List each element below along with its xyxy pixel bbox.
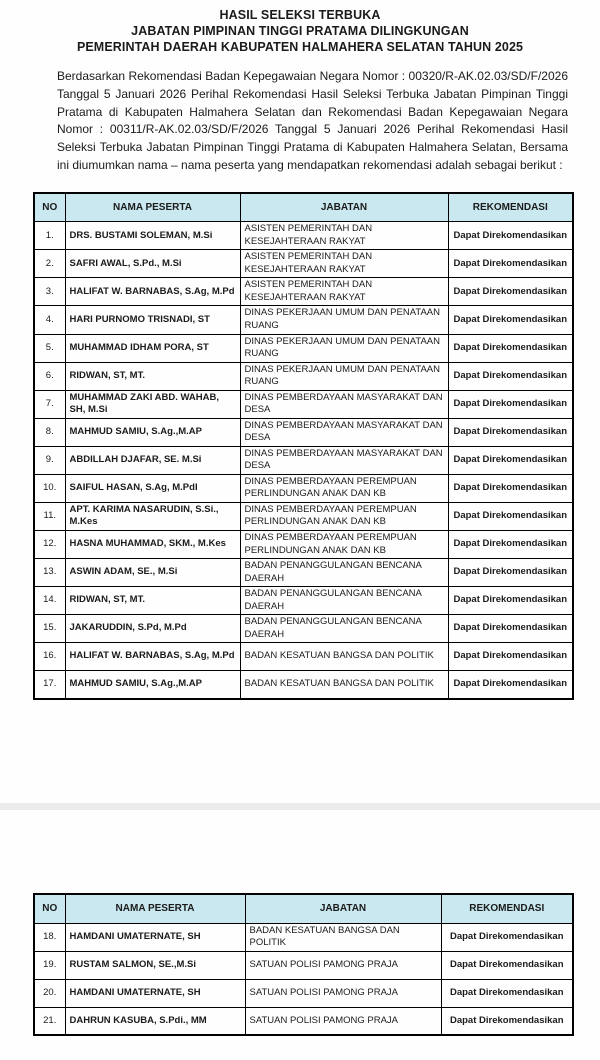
table-row bbox=[34, 979, 573, 1007]
table-row bbox=[34, 278, 573, 306]
cell-recommendation: Dapat Direkomendasikan bbox=[448, 530, 573, 558]
cell-recommendation: Dapat Direkomendasikan bbox=[448, 446, 573, 474]
cell-position: DINAS PEMBERDAYAAN MASYARAKAT DAN DESA bbox=[240, 418, 448, 446]
cell-no: 18. bbox=[34, 923, 65, 951]
cell-participant-name: DAHRUN KASUBA, S.Pdi., MM bbox=[65, 1007, 245, 1035]
cell-participant-name: SAFRI AWAL, S.Pd., M.Si bbox=[65, 250, 240, 278]
table-row bbox=[34, 502, 573, 530]
cell-recommendation: Dapat Direkomendasikan bbox=[448, 615, 573, 643]
cell-recommendation: Dapat Direkomendasikan bbox=[448, 334, 573, 362]
cell-participant-name: SAIFUL HASAN, S.Ag, M.PdI bbox=[65, 474, 240, 502]
cell-no: 15. bbox=[34, 615, 65, 643]
cell-no: 16. bbox=[34, 643, 65, 671]
cell-participant-name: MUHAMMAD ZAKI ABD. WAHAB, SH, M.Si bbox=[65, 390, 240, 418]
cell-participant-name: MAHMUD SAMIU, S.Ag.,M.AP bbox=[65, 671, 240, 699]
table-row bbox=[34, 306, 573, 334]
cell-position: DINAS PEKERJAAN UMUM DAN PENATAAN RUANG bbox=[240, 362, 448, 390]
table-row bbox=[34, 362, 573, 390]
table-row bbox=[34, 923, 573, 951]
cell-participant-name: HALIFAT W. BARNABAS, S.Ag, M.Pd bbox=[65, 643, 240, 671]
cell-participant-name: HALIFAT W. BARNABAS, S.Ag, M.Pd bbox=[65, 278, 240, 306]
cell-position: BADAN KESATUAN BANGSA DAN POLITIK bbox=[240, 643, 448, 671]
cell-participant-name: DRS. BUSTAMI SOLEMAN, M.Si bbox=[65, 222, 240, 250]
column-header-recommendation: REKOMENDASI bbox=[448, 193, 573, 222]
cell-position: SATUAN POLISI PAMONG PRAJA bbox=[245, 951, 441, 979]
document-title bbox=[0, 0, 600, 55]
document-title-line-2: JABATAN PIMPINAN TINGGI PRATAMA DILINGKUNGAN bbox=[131, 24, 469, 38]
column-header-position: JABATAN bbox=[240, 193, 448, 222]
column-header-no: NO bbox=[34, 894, 65, 923]
table-row bbox=[34, 671, 573, 699]
cell-participant-name: ASWIN ADAM, SE., M.Si bbox=[65, 559, 240, 587]
column-header-position: JABATAN bbox=[245, 894, 441, 923]
document-title-line-3: PEMERINTAH DAERAH KABUPATEN HALMAHERA SELATAN TAHUN 2025 bbox=[76, 40, 524, 54]
cell-participant-name: RIDWAN, ST, MT. bbox=[65, 587, 240, 615]
cell-participant-name: ABDILLAH DJAFAR, SE. M.Si bbox=[65, 446, 240, 474]
cell-recommendation: Dapat Direkomendasikan bbox=[448, 587, 573, 615]
cell-no: 5. bbox=[34, 334, 65, 362]
column-header-participant: NAMA PESERTA bbox=[65, 193, 240, 222]
column-header-no: NO bbox=[34, 193, 65, 222]
cell-position: ASISTEN PEMERINTAH DAN KESEJAHTERAAN RAKYAT bbox=[240, 250, 448, 278]
table-row bbox=[34, 559, 573, 587]
table-row bbox=[34, 418, 573, 446]
cell-participant-name: RIDWAN, ST, MT. bbox=[65, 362, 240, 390]
cell-position: BADAN KESATUAN BANGSA DAN POLITIK bbox=[240, 671, 448, 699]
cell-position: DINAS PEKERJAAN UMUM DAN PENATAAN RUANG bbox=[240, 334, 448, 362]
cell-no: 8. bbox=[34, 418, 65, 446]
cell-no: 10. bbox=[34, 474, 65, 502]
cell-recommendation: Dapat Direkomendasikan bbox=[448, 559, 573, 587]
cell-no: 14. bbox=[34, 587, 65, 615]
cell-position: SATUAN POLISI PAMONG PRAJA bbox=[245, 1007, 441, 1035]
table-row bbox=[34, 250, 573, 278]
table-header-row bbox=[34, 894, 573, 923]
table-row bbox=[34, 446, 573, 474]
cell-no: 11. bbox=[34, 502, 65, 530]
table-row bbox=[34, 1007, 573, 1035]
cell-recommendation: Dapat Direkomendasikan bbox=[448, 222, 573, 250]
cell-recommendation: Dapat Direkomendasikan bbox=[448, 278, 573, 306]
cell-no: 4. bbox=[34, 306, 65, 334]
intro-paragraph: Berdasarkan Rekomendasi Badan Kepegawaian Negara Nomor : 00320/R-AK.02.03/SD/F/2026 Tanggal 5 Januari 2026 Perihal Rekomendasi Hasil Seleksi Terbuka Jabatan Pimpinan Tinggi Pratama di Kabupaten Halmahera Selatan dan Rekomendasi Badan Kepegawaian Negara Nomor : 00311/R-AK.02.03/SD/F/2026 Tanggal 5 Januari 2026 Perihal Rekomendasi Hasil Seleksi Terbuka Jabatan Pimpinan Tinggi Pratama di Kabupaten Halmahera Selatan, Bersama ini diumumkan nama – nama peserta yang mendapatkan rekomendasi adalah sebagai berikut : bbox=[57, 69, 568, 172]
cell-recommendation: Dapat Direkomendasikan bbox=[448, 250, 573, 278]
cell-position: DINAS PEMBERDAYAAN MASYARAKAT DAN DESA bbox=[240, 446, 448, 474]
page-break-separator bbox=[0, 803, 600, 810]
results-table-page-1 bbox=[33, 192, 574, 700]
cell-no: 13. bbox=[34, 559, 65, 587]
cell-position: BADAN PENANGGULANGAN BENCANA DAERAH bbox=[240, 587, 448, 615]
cell-no: 7. bbox=[34, 390, 65, 418]
column-header-recommendation: REKOMENDASI bbox=[441, 894, 573, 923]
cell-position: DINAS PEMBERDAYAAN PEREMPUAN PERLINDUNGAN ANAK DAN KB bbox=[240, 530, 448, 558]
document-page-2 bbox=[0, 810, 600, 1060]
results-table-page-2 bbox=[33, 893, 574, 1036]
cell-no: 9. bbox=[34, 446, 65, 474]
table-row bbox=[34, 643, 573, 671]
cell-recommendation: Dapat Direkomendasikan bbox=[448, 306, 573, 334]
cell-recommendation: Dapat Direkomendasikan bbox=[448, 671, 573, 699]
column-header-participant: NAMA PESERTA bbox=[65, 894, 245, 923]
cell-position: BADAN KESATUAN BANGSA DAN POLITIK bbox=[245, 923, 441, 951]
cell-participant-name: JAKARUDDIN, S.Pd, M.Pd bbox=[65, 615, 240, 643]
cell-participant-name: MUHAMMAD IDHAM PORA, ST bbox=[65, 334, 240, 362]
cell-position: ASISTEN PEMERINTAH DAN KESEJAHTERAAN RAKYAT bbox=[240, 222, 448, 250]
cell-no: 12. bbox=[34, 530, 65, 558]
cell-recommendation: Dapat Direkomendasikan bbox=[448, 643, 573, 671]
cell-participant-name: APT. KARIMA NASARUDIN, S.Si., M.Kes bbox=[65, 502, 240, 530]
cell-participant-name: HAMDANI UMATERNATE, SH bbox=[65, 923, 245, 951]
table-row bbox=[34, 222, 573, 250]
cell-position: DINAS PEMBERDAYAAN MASYARAKAT DAN DESA bbox=[240, 390, 448, 418]
cell-recommendation: Dapat Direkomendasikan bbox=[441, 979, 573, 1007]
cell-position: SATUAN POLISI PAMONG PRAJA bbox=[245, 979, 441, 1007]
cell-participant-name: HASNA MUHAMMAD, SKM., M.Kes bbox=[65, 530, 240, 558]
table-row bbox=[34, 474, 573, 502]
cell-position: DINAS PEMBERDAYAAN PEREMPUAN PERLINDUNGAN ANAK DAN KB bbox=[240, 474, 448, 502]
cell-participant-name: RUSTAM SALMON, SE.,M.Si bbox=[65, 951, 245, 979]
cell-recommendation: Dapat Direkomendasikan bbox=[448, 390, 573, 418]
cell-participant-name: HARI PURNOMO TRISNADI, ST bbox=[65, 306, 240, 334]
table-row bbox=[34, 390, 573, 418]
cell-no: 2. bbox=[34, 250, 65, 278]
document-title-line-1: HASIL SELEKSI TERBUKA bbox=[219, 8, 381, 22]
cell-position: ASISTEN PEMERINTAH DAN KESEJAHTERAAN RAKYAT bbox=[240, 278, 448, 306]
cell-recommendation: Dapat Direkomendasikan bbox=[441, 1007, 573, 1035]
cell-no: 19. bbox=[34, 951, 65, 979]
cell-position: BADAN PENANGGULANGAN BENCANA DAERAH bbox=[240, 615, 448, 643]
table-row bbox=[34, 951, 573, 979]
cell-position: BADAN PENANGGULANGAN BENCANA DAERAH bbox=[240, 559, 448, 587]
cell-no: 20. bbox=[34, 979, 65, 1007]
table-header-row bbox=[34, 193, 573, 222]
cell-recommendation: Dapat Direkomendasikan bbox=[448, 362, 573, 390]
table-row bbox=[34, 615, 573, 643]
cell-no: 21. bbox=[34, 1007, 65, 1035]
table-row bbox=[34, 530, 573, 558]
cell-recommendation: Dapat Direkomendasikan bbox=[441, 951, 573, 979]
cell-recommendation: Dapat Direkomendasikan bbox=[448, 418, 573, 446]
cell-position: DINAS PEKERJAAN UMUM DAN PENATAAN RUANG bbox=[240, 306, 448, 334]
cell-position: DINAS PEMBERDAYAAN PEREMPUAN PERLINDUNGAN ANAK DAN KB bbox=[240, 502, 448, 530]
cell-recommendation: Dapat Direkomendasikan bbox=[448, 502, 573, 530]
cell-no: 17. bbox=[34, 671, 65, 699]
cell-no: 1. bbox=[34, 222, 65, 250]
cell-participant-name: HAMDANI UMATERNATE, SH bbox=[65, 979, 245, 1007]
cell-recommendation: Dapat Direkomendasikan bbox=[448, 474, 573, 502]
cell-recommendation: Dapat Direkomendasikan bbox=[441, 923, 573, 951]
table-row bbox=[34, 587, 573, 615]
table-row bbox=[34, 334, 573, 362]
cell-no: 6. bbox=[34, 362, 65, 390]
cell-participant-name: MAHMUD SAMIU, S.Ag.,M.AP bbox=[65, 418, 240, 446]
cell-no: 3. bbox=[34, 278, 65, 306]
